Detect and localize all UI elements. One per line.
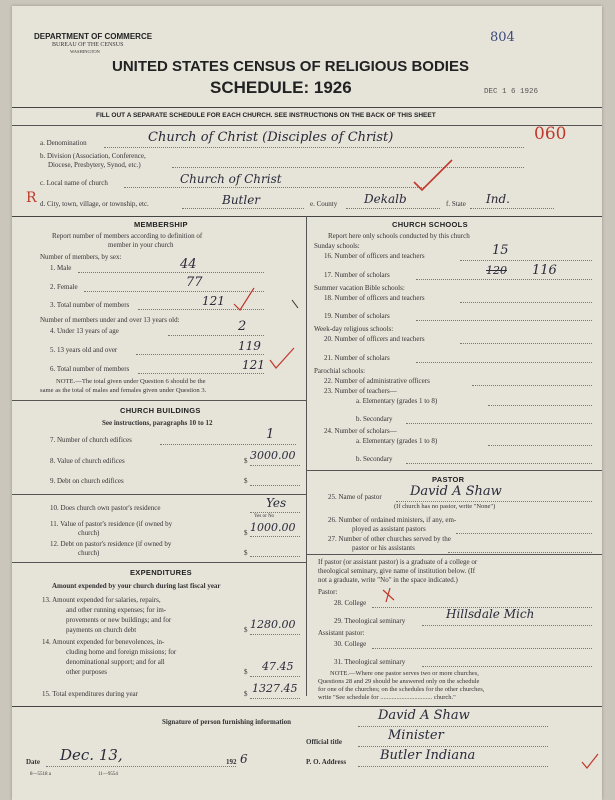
running-expenses-label-2: and other running expenses; for im- <box>66 606 167 614</box>
footer-rule <box>12 706 602 707</box>
pastor-note-3: for one of the churches; on the schedules for the other churches, <box>318 686 485 693</box>
denomination-line <box>104 147 524 148</box>
residence-debt-line <box>250 556 300 557</box>
male-line <box>78 272 264 273</box>
year-value: 6 <box>240 752 248 766</box>
other-churches-line <box>448 552 592 553</box>
schedule-number: 804 <box>490 30 515 45</box>
local-name-value: Church of Christ <box>180 172 282 186</box>
membership-sub-1: Report number of members according to definition of <box>52 232 203 240</box>
under-13-label: 4. Under 13 years of age <box>50 327 119 335</box>
schedule-year-title: SCHEDULE: 1926 <box>210 78 352 97</box>
assistant-college-label: 30. College <box>334 640 367 648</box>
sunday-scholars-value: 116 <box>532 263 557 278</box>
teachers-elementary-label: a. Elementary (grades 1 to 8) <box>356 397 438 405</box>
summer-scholars-line <box>416 320 592 321</box>
edifice-debt-line <box>250 485 300 486</box>
residence-debt-label-2: church) <box>78 549 100 557</box>
po-address-line <box>358 766 548 767</box>
male-label: 1. Male <box>50 264 72 272</box>
parochial-admin-label: 22. Number of administrative officers <box>324 377 430 385</box>
tick-mark-2 <box>268 346 300 372</box>
summer-scholars-label: 19. Number of scholars <box>324 312 390 320</box>
total-members-value: 121 <box>202 294 225 308</box>
total-expenditures-value: 1327.45 <box>252 682 298 695</box>
residence-value-line <box>250 536 300 537</box>
signature-line <box>358 726 548 727</box>
tick-mark-college <box>380 586 398 604</box>
summer-schools-label: Summer vacation Bible schools: <box>314 284 405 292</box>
year-prefix: 192 <box>226 758 237 766</box>
under-13-value: 2 <box>238 319 247 334</box>
residence-line <box>250 512 300 513</box>
membership-note-2: same as the total of males and females given under Question 3. <box>40 387 207 394</box>
parochial-teachers-label: 23. Number of teachers— <box>324 387 397 395</box>
dollar-sign: $ <box>244 690 248 698</box>
form-title: UNITED STATES CENSUS OF RELIGIOUS BODIES <box>112 58 469 75</box>
dollar-sign: $ <box>244 549 248 557</box>
graduate-instruction-2: theological seminary, give name of institution below. (If <box>318 567 476 575</box>
edifice-value-line <box>250 465 300 466</box>
state-line <box>470 208 554 209</box>
sunday-officers-value: 15 <box>492 243 509 258</box>
edifices-label: 7. Number of church edifices <box>50 436 132 444</box>
teachers-secondary-label: b. Secondary <box>356 415 393 423</box>
by-sex-label: Number of members, by sex: <box>40 253 122 261</box>
county-value: Dekalb <box>364 192 407 206</box>
dollar-sign: $ <box>244 457 248 465</box>
scholars-elementary-label: a. Elementary (grades 1 to 8) <box>356 437 438 445</box>
teachers-secondary-line <box>406 423 592 424</box>
teachers-elementary-line <box>488 405 592 406</box>
over-13-label: 5. 13 years old and over <box>50 346 118 354</box>
benevolences-label-1: 14. Amount expended for benevolences, in- <box>42 638 165 646</box>
county-label: e. County <box>310 200 338 208</box>
running-expenses-line <box>250 634 300 635</box>
denomination-code: 060 <box>534 124 567 144</box>
pastor-note-2: Questions 28 and 29 should be answered only on the schedule <box>318 678 480 685</box>
under-13-line <box>168 335 264 336</box>
running-expenses-label-3: provements or new buildings; and for <box>66 616 172 624</box>
census-schedule-page <box>12 6 602 800</box>
sunday-scholars-line <box>416 279 592 280</box>
po-address-value: Butler Indiana <box>380 748 476 763</box>
weekday-scholars-line <box>416 362 592 363</box>
benevolences-label-2: cluding home and foreign missions; for <box>66 648 177 656</box>
division-label: b. Division (Association, Conference, <box>40 152 146 160</box>
parochial-scholars-label: 24. Number of scholars— <box>324 427 397 435</box>
ordained-ministers-label-2: ployed as assistant pastors <box>352 525 426 533</box>
section-rule <box>12 216 602 217</box>
benevolences-label-3: denominational support; and for all <box>66 658 165 666</box>
review-mark-r: R <box>26 190 37 206</box>
po-address-label: P. O. Address <box>306 758 347 766</box>
dollar-sign: $ <box>244 529 248 537</box>
official-title-value: Minister <box>388 728 444 743</box>
benevolences-value: 47.45 <box>262 660 294 673</box>
division-line <box>172 167 524 168</box>
pastor-name-line <box>396 501 592 502</box>
received-date-stamp: DEC 1 6 1926 <box>484 88 539 96</box>
total-expenditures-label: 15. Total expenditures during year <box>42 690 138 698</box>
expenditures-top-rule <box>12 562 306 563</box>
dollar-sign: $ <box>244 626 248 634</box>
by-age-label: Number of members under and over 13 years old: <box>40 316 180 324</box>
city-line <box>182 208 304 209</box>
edifice-debt-label: 9. Debt on church edifices <box>50 477 124 485</box>
membership-bottom-rule <box>12 400 306 401</box>
city-label: WASHINGTON <box>70 49 100 54</box>
scholars-secondary-line <box>406 463 592 464</box>
edifices-value: 1 <box>266 427 275 442</box>
state-label: f. State <box>446 200 466 208</box>
weekday-officers-label: 20. Number of officers and teachers <box>324 335 425 343</box>
signature-value: David A Shaw <box>378 708 470 723</box>
summer-officers-label: 18. Number of officers and teachers <box>324 294 425 302</box>
weekday-officers-line <box>460 343 592 344</box>
total-members-2-line <box>138 373 264 374</box>
membership-note-1: NOTE.—The total given under Question 6 should be the <box>56 378 206 385</box>
residence-value: Yes <box>266 496 287 510</box>
weekday-schools-label: Week-day religious schools: <box>314 325 394 333</box>
department-label: DEPARTMENT OF COMMERCE <box>34 32 153 41</box>
over-13-value: 119 <box>238 339 261 353</box>
official-title-line <box>358 746 548 747</box>
running-expenses-label-4: payments on church debt <box>66 626 137 634</box>
running-expenses-value: 1280.00 <box>250 618 296 631</box>
pastor-top-rule <box>306 470 602 471</box>
residence-value-label: 11. Value of pastor's residence (if owned by <box>50 520 173 528</box>
residence-value-value: 1000.00 <box>250 521 296 534</box>
residence-debt-label: 12. Debt on pastor's residence (if owned by <box>50 540 172 548</box>
schools-sub: Report here only schools conducted by this church <box>328 232 470 240</box>
sunday-schools-label: Sunday schools: <box>314 242 360 250</box>
dollar-sign: $ <box>244 477 248 485</box>
buildings-heading: CHURCH BUILDINGS <box>120 406 201 415</box>
residence-value-label-2: church) <box>78 529 100 537</box>
pastor-seminary-value: Hillsdale Mich <box>446 607 535 621</box>
pastor-college-label: 28. College <box>334 599 367 607</box>
expenditures-heading: EXPENDITURES <box>130 568 192 577</box>
instruction-rule <box>12 125 602 126</box>
benevolences-line <box>250 676 300 677</box>
bureau-label: BUREAU OF THE CENSUS <box>52 42 124 48</box>
pastor-note-1: NOTE.—Where one pastor serves two or more churches, <box>330 670 479 677</box>
benevolences-label-4: other purposes <box>66 668 108 676</box>
grad-top-rule <box>306 554 602 555</box>
pastor-name-hint: (If church has no pastor, write "None") <box>394 503 496 510</box>
instruction-banner: FILL OUT A SEPARATE SCHEDULE FOR EACH CHURCH. SEE INSTRUCTIONS ON THE BACK OF THIS SHEET <box>96 112 436 119</box>
running-expenses-label-1: 13. Amount expended for salaries, repairs, <box>42 596 161 604</box>
male-value: 44 <box>180 257 197 272</box>
county-line <box>346 208 440 209</box>
weekday-scholars-label: 21. Number of scholars <box>324 354 390 362</box>
edifice-value-value: 3000.00 <box>250 449 296 462</box>
pastor-sublabel: Pastor: <box>318 588 338 596</box>
graduate-instruction-1: If pastor (or assistant pastor) is a graduate of a college or <box>318 558 478 566</box>
scholars-elementary-line <box>488 445 592 446</box>
sunday-scholars-crossed: 120 <box>486 264 507 277</box>
city-value: Butler <box>222 193 261 207</box>
residence-label: 10. Does church own pastor's residence <box>50 504 161 512</box>
over-13-line <box>136 354 264 355</box>
ordained-ministers-line <box>456 533 592 534</box>
pastor-heading: PASTOR <box>432 475 465 484</box>
graduate-instruction-3: not a graduate, write "No" in the space indicated.) <box>318 576 458 584</box>
parochial-admin-line <box>472 385 592 386</box>
buildings-rule <box>12 494 306 495</box>
total-members-label: 3. Total number of members <box>50 301 130 309</box>
date-label: Date <box>26 758 40 766</box>
local-name-line <box>124 187 424 188</box>
denomination-label: a. Denomination <box>40 139 87 147</box>
edifices-line <box>160 444 296 445</box>
membership-heading: MEMBERSHIP <box>134 220 188 229</box>
female-value: 77 <box>186 275 203 290</box>
other-churches-label-2: pastor or his assistants <box>352 544 415 552</box>
pastor-note-4: write "See schedule for ................................ church." <box>318 694 456 701</box>
membership-sub-2: member in your church <box>108 241 174 249</box>
pastor-name-value: David A Shaw <box>410 484 502 499</box>
summer-officers-line <box>460 302 592 303</box>
local-name-label: c. Local name of church <box>40 179 108 187</box>
other-churches-label-1: 27. Number of other churches served by the <box>328 535 451 543</box>
pastor-seminary-line <box>422 625 592 626</box>
sunday-scholars-label: 17. Number of scholars <box>324 271 390 279</box>
check-mark <box>410 156 456 194</box>
residence-hint: Yes or No <box>254 514 275 519</box>
dollar-sign: $ <box>244 668 248 676</box>
header-rule <box>12 107 602 108</box>
tick-mark-footer <box>580 752 600 772</box>
edifice-value-label: 8. Value of church edifices <box>50 457 125 465</box>
total-members-2-value: 121 <box>242 358 265 372</box>
assistant-seminary-label: 31. Theological seminary <box>334 658 406 666</box>
buildings-sub: See instructions, paragraphs 10 to 12 <box>102 419 213 427</box>
expenditures-sub: Amount expended by your church during last fiscal year <box>52 582 221 590</box>
female-label: 2. Female <box>50 283 78 291</box>
total-expenditures-line <box>250 698 300 699</box>
schools-heading: CHURCH SCHOOLS <box>392 220 468 229</box>
sunday-officers-label: 16. Number of officers and teachers <box>324 252 425 260</box>
state-value: Ind. <box>486 192 510 206</box>
official-title-label: Official title <box>306 738 342 746</box>
pastor-name-label: 25. Name of pastor <box>328 493 382 501</box>
parochial-schools-label: Parochial schools: <box>314 367 366 375</box>
signature-label: Signature of person furnishing information <box>162 718 291 726</box>
division-label-2: Diocese, Presbytery, Synod, etc.) <box>48 161 141 169</box>
denomination-value: Church of Christ (Disciples of Christ) <box>148 130 394 145</box>
city-label: d. City, town, village, or township, etc. <box>40 200 149 208</box>
print-number: 11—9554 <box>98 772 118 777</box>
scholars-secondary-label: b. Secondary <box>356 455 393 463</box>
assistant-seminary-line <box>422 666 592 667</box>
form-number: 8—5518 a <box>30 772 51 777</box>
pastor-seminary-label: 29. Theological seminary <box>334 617 406 625</box>
ordained-ministers-label-1: 26. Number of ordained ministers, if any, em- <box>328 516 457 524</box>
total-members-2-label: 6. Total number of members <box>50 365 130 373</box>
date-value: Dec. 13, <box>60 746 123 764</box>
assistant-college-line <box>372 648 592 649</box>
column-divider <box>306 216 307 696</box>
assistant-pastor-sublabel: Assistant pastor: <box>318 629 365 637</box>
tick-marks <box>232 284 306 312</box>
date-line <box>46 766 236 767</box>
sunday-officers-line <box>460 260 592 261</box>
